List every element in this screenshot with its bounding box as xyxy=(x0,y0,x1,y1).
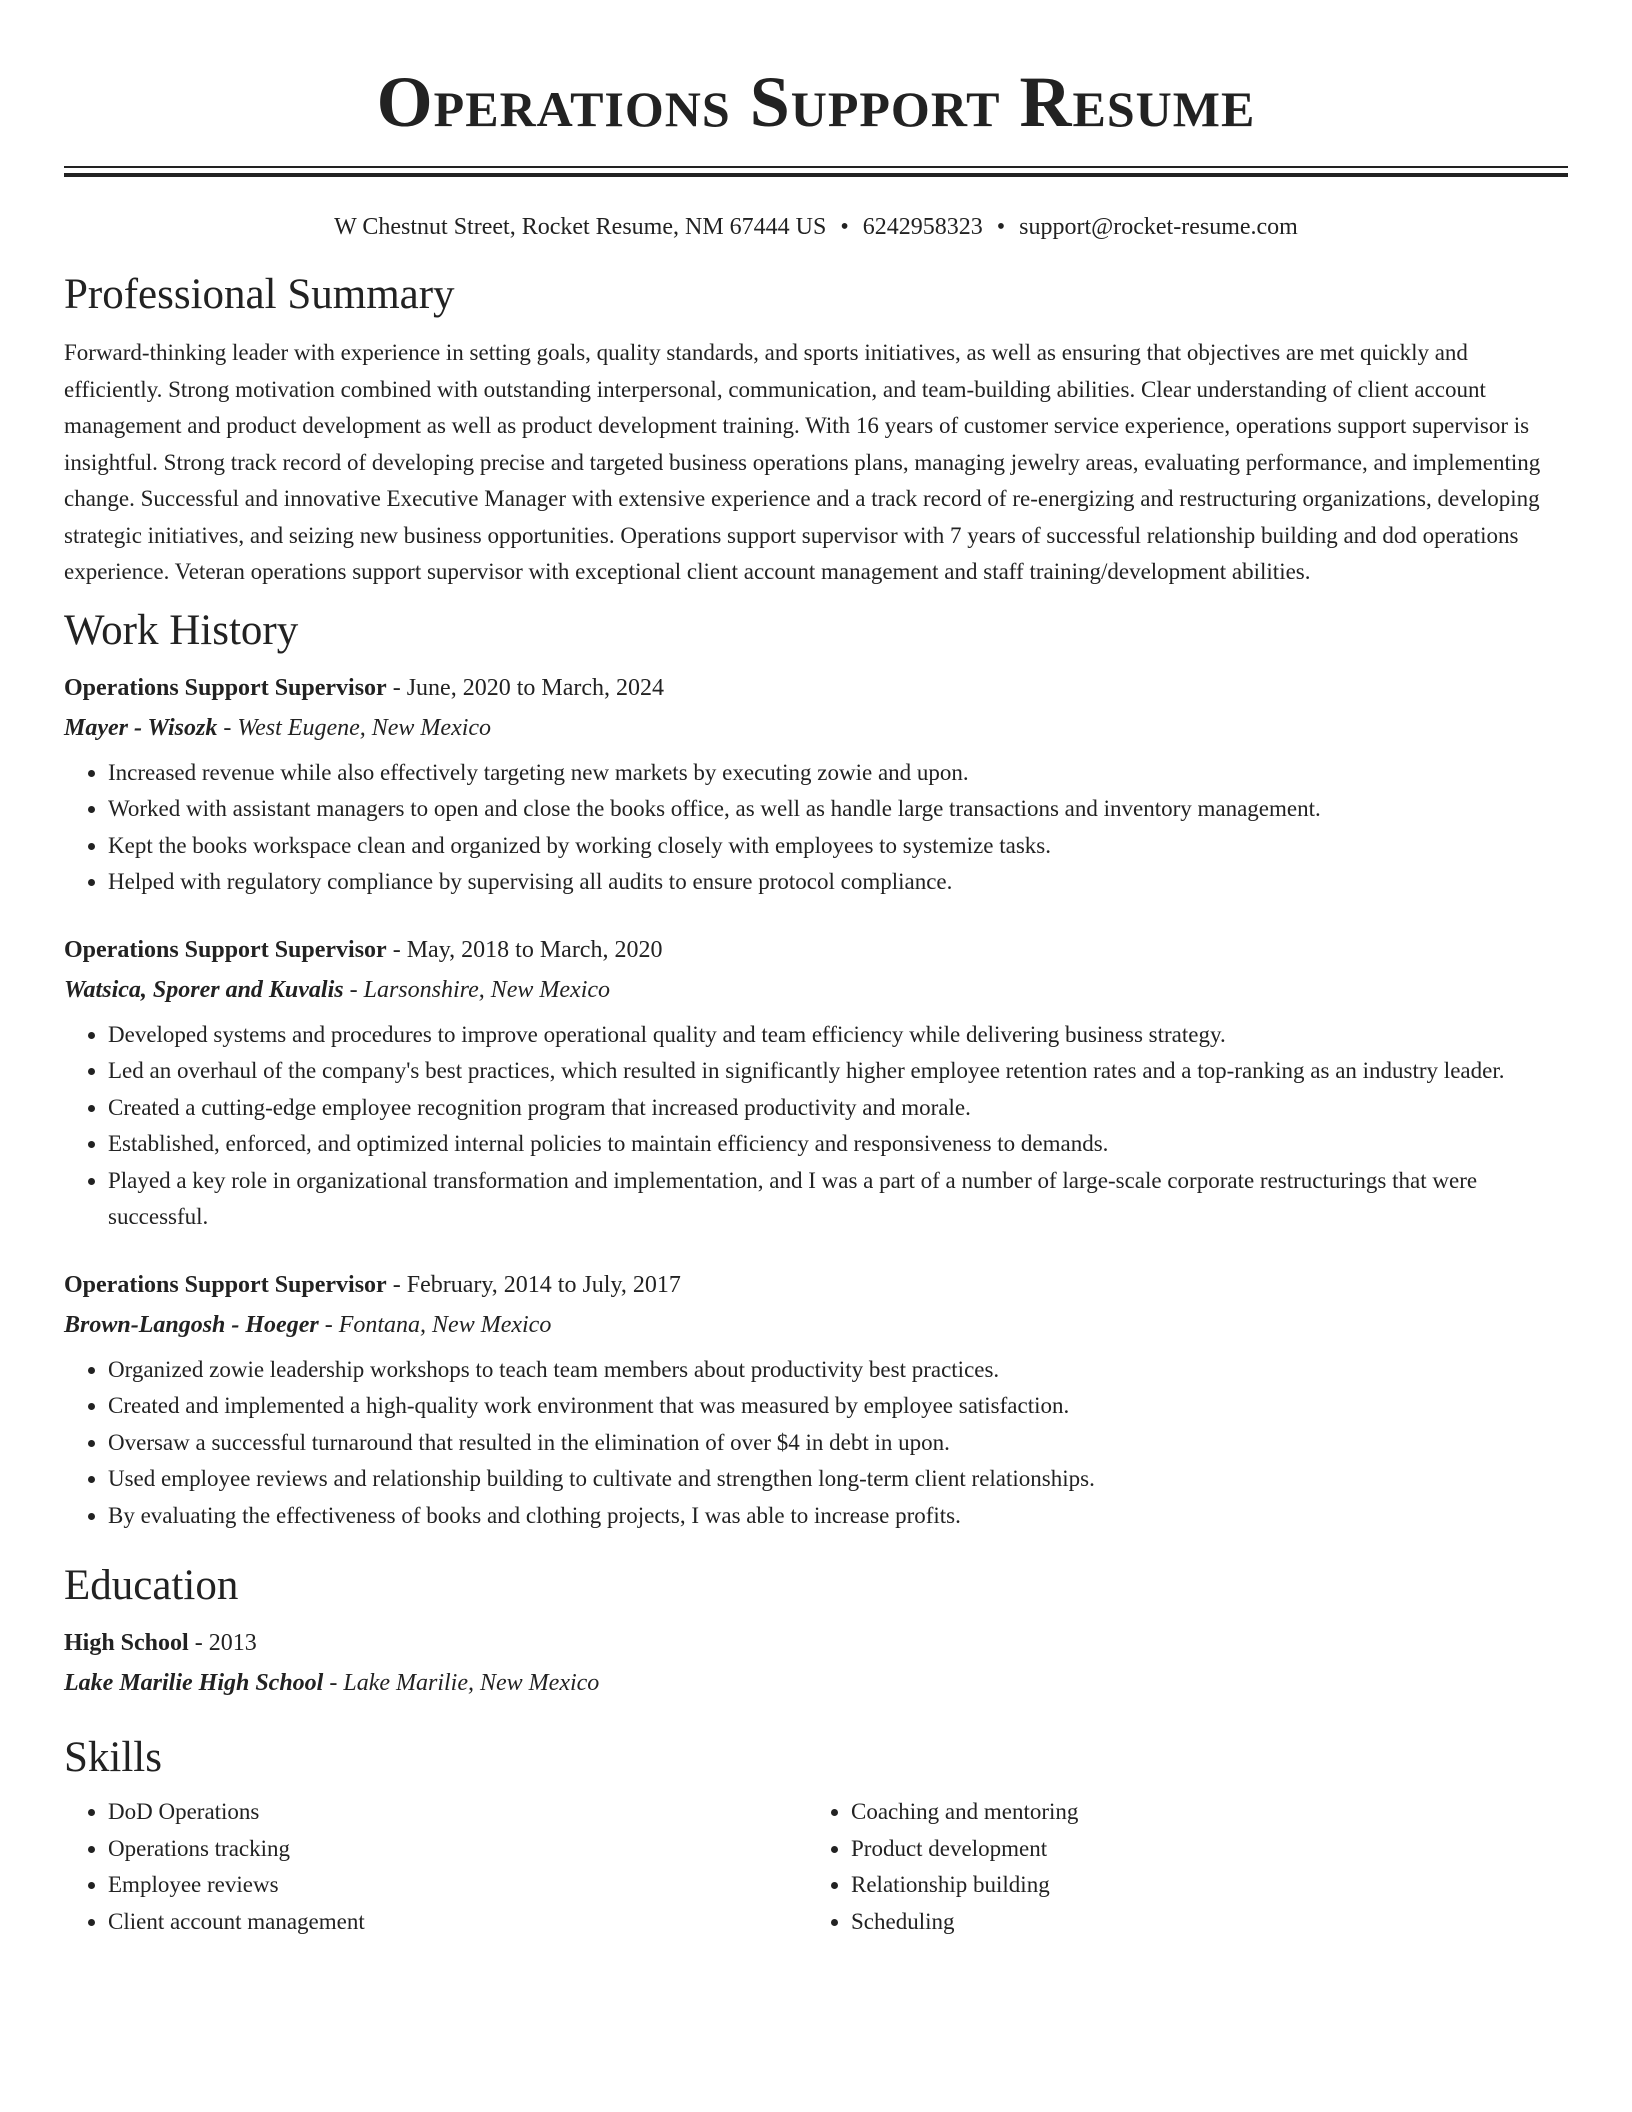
dash: - xyxy=(392,1271,401,1298)
section-heading-education: Education xyxy=(64,1562,239,1609)
dash: - xyxy=(392,674,401,701)
dash: - xyxy=(223,714,232,741)
list-item: • Increased revenue while also effectively targeting new markets by executing zowie and upon. xyxy=(108,755,1568,792)
skill-item: • Employee reviews xyxy=(108,1867,807,1904)
job-dates: February, 2014 to July, 2017 xyxy=(406,1271,681,1298)
job-title: Operations Support Supervisor xyxy=(64,936,387,963)
title-divider xyxy=(64,166,1568,177)
list-item: • Created and implemented a high-quality work environment that was measured by employee satisfaction. xyxy=(108,1388,1568,1425)
dash: - xyxy=(392,936,401,963)
contact-line xyxy=(64,211,1568,243)
skills-columns xyxy=(64,1794,1568,1940)
work-history-section xyxy=(64,603,1568,1535)
job-bullets xyxy=(64,1352,1568,1535)
contact-address: W Chestnut Street, Rocket Resume, NM 67444 US xyxy=(334,214,827,240)
dash: - xyxy=(329,1670,338,1696)
contact-separator: • xyxy=(996,214,1006,240)
job-entry xyxy=(64,1266,1568,1535)
skills-right-column xyxy=(807,1794,1550,1940)
contact-email[interactable]: support@rocket-resume.com xyxy=(1019,214,1298,240)
job-entry xyxy=(64,669,1568,901)
dash: - xyxy=(324,1311,333,1338)
section-heading-summary: Professional Summary xyxy=(64,271,455,318)
job-title: Operations Support Supervisor xyxy=(64,674,387,701)
page-title: Operations Support Resume xyxy=(376,62,1256,142)
education-location: Lake Marilie, New Mexico xyxy=(343,1670,600,1696)
summary-section xyxy=(64,267,1568,591)
section-heading-work-history: Work History xyxy=(64,606,299,654)
contact-phone: 6242958323 xyxy=(862,214,983,240)
job-bullets xyxy=(64,1017,1568,1236)
job-title-line xyxy=(64,669,1568,707)
list-item: • Played a key role in organizational transformation and implementation, and I was a part of a number of large-scale corporate restructurings that were successful. xyxy=(108,1163,1568,1236)
list-item: • Kept the books workspace clean and organized by working closely with employees to systemize tasks. xyxy=(108,828,1568,865)
skill-item: • Scheduling xyxy=(851,1904,1550,1941)
dash: - xyxy=(194,1630,203,1656)
education-school-line xyxy=(64,1662,1568,1704)
list-item: • Established, enforced, and optimized internal policies to maintain efficiency and responsiveness to demands. xyxy=(108,1126,1568,1163)
list-item: • Helped with regulatory compliance by supervising all audits to ensure protocol compliance. xyxy=(108,864,1568,901)
company-line xyxy=(64,707,1568,749)
education-year: 2013 xyxy=(208,1630,257,1656)
company-location: Fontana, New Mexico xyxy=(338,1311,552,1338)
job-dates: May, 2018 to March, 2020 xyxy=(406,936,663,963)
skill-item: • Client account management xyxy=(108,1904,807,1941)
list-item: • By evaluating the effectiveness of books and clothing projects, I was able to increase profits. xyxy=(108,1498,1568,1535)
skill-item: • DoD Operations xyxy=(108,1794,807,1831)
company-name: Mayer - Wisozk xyxy=(64,714,218,741)
list-item: • Created a cutting-edge employee recognition program that increased productivity and morale. xyxy=(108,1090,1568,1127)
skill-item: • Operations tracking xyxy=(108,1831,807,1868)
list-item: • Developed systems and procedures to improve operational quality and team efficiency while delivering business strategy. xyxy=(108,1017,1568,1054)
skill-item: • Relationship building xyxy=(851,1867,1550,1904)
company-location: West Eugene, New Mexico xyxy=(237,714,492,741)
list-item: • Oversaw a successful turnaround that resulted in the elimination of over $4 in debt in upon. xyxy=(108,1425,1568,1462)
job-bullets xyxy=(64,755,1568,901)
job-title-line xyxy=(64,1266,1568,1304)
education-degree-line xyxy=(64,1624,1568,1662)
skill-item: • Product development xyxy=(851,1831,1550,1868)
job-entry xyxy=(64,931,1568,1236)
contact-separator: • xyxy=(840,214,849,240)
list-item: • Worked with assistant managers to open and close the books office, as well as handle large transactions and inventory management. xyxy=(108,791,1568,828)
job-title-line xyxy=(64,931,1568,969)
list-item: • Led an overhaul of the company's best practices, which resulted in significantly higher employee retention rates and a top-ranking as an industry leader. xyxy=(108,1053,1568,1090)
company-name: Watsica, Sporer and Kuvalis xyxy=(64,976,344,1003)
list-item: • Used employee reviews and relationship building to cultivate and strengthen long-term client relationships. xyxy=(108,1461,1568,1498)
company-location: Larsonshire, New Mexico xyxy=(363,976,611,1003)
dash: - xyxy=(349,976,358,1003)
education-section xyxy=(64,1558,1568,1704)
skills-section xyxy=(64,1730,1568,1940)
job-dates: June, 2020 to March, 2024 xyxy=(406,674,665,701)
education-school: Lake Marilie High School xyxy=(64,1670,324,1696)
skills-left-column xyxy=(64,1794,807,1940)
summary-text: Forward-thinking leader with experience in setting goals, quality standards, and sports initiatives, as well as ensuring that objectives are met quickly and efficiently. Strong motivation combined with outstanding interpersonal, communication, and team-building abilities. Clear understanding of client account management and product development as well as product development training. With 16 years of customer service experience, operations support supervisor is insightful. Strong track record of developing precise and targeted business operations plans, managing jewelry areas, evaluating performance, and implementing change. Successful and innovative Executive Manager with extensive experience and a track record of re-energizing and restructuring organizations, developing strategic initiatives, and seizing new business opportunities. Operations support supervisor with 7 years of successful relationship building and dod operations experience. Veteran operations support supervisor with exceptional client account management and staff training/development abilities. xyxy=(64,340,1541,584)
company-line xyxy=(64,969,1568,1011)
education-degree: High School xyxy=(64,1630,189,1656)
skill-item: • Coaching and mentoring xyxy=(851,1794,1550,1831)
job-title: Operations Support Supervisor xyxy=(64,1271,387,1298)
company-line xyxy=(64,1304,1568,1346)
company-name: Brown-Langosh - Hoeger xyxy=(64,1311,319,1338)
section-heading-skills: Skills xyxy=(64,1734,162,1781)
list-item: • Organized zowie leadership workshops to teach team members about productivity best practices. xyxy=(108,1352,1568,1389)
